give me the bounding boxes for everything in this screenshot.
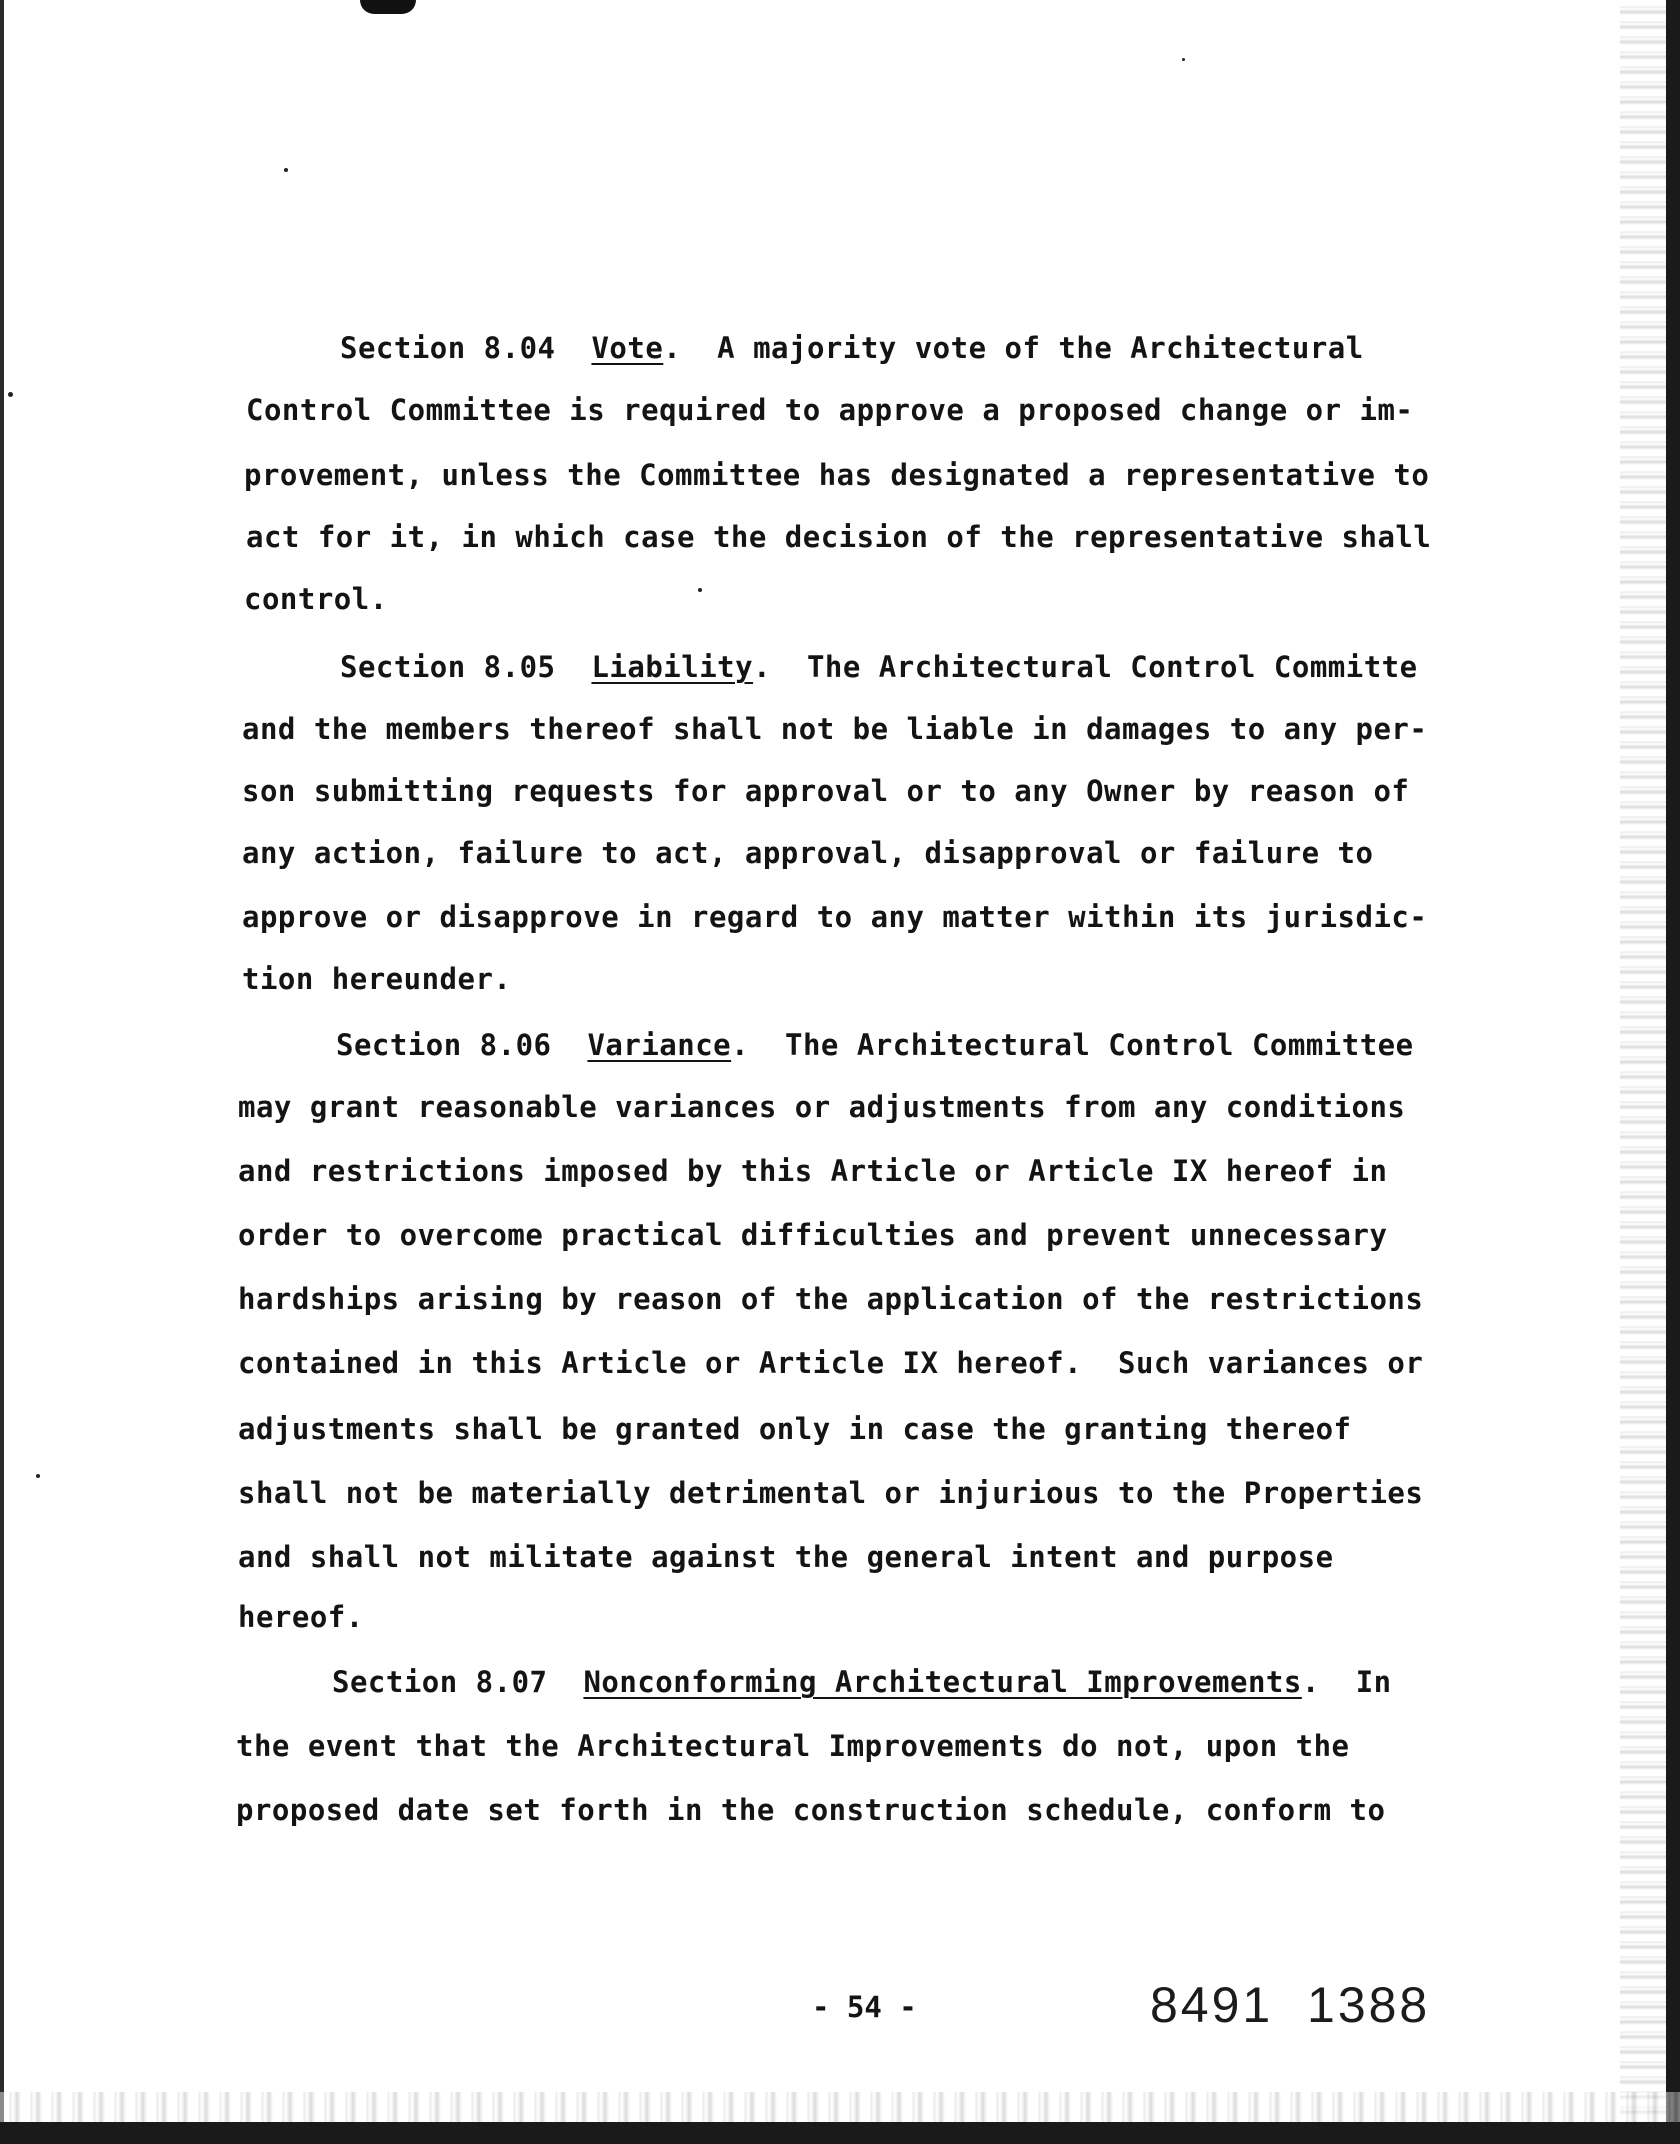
- section-8-07-first-line: Section 8.07 Nonconforming Architectural Improvements. In: [332, 1665, 1392, 1699]
- scan-speck: [8, 392, 13, 397]
- section-text-line: Control Committee is required to approve a proposed change or im-: [246, 393, 1414, 427]
- section-heading: Liability: [591, 650, 754, 684]
- section-text-line: and shall not militate against the general intent and purpose: [238, 1540, 1334, 1574]
- scan-blot: [360, 0, 416, 14]
- section-8-06-first-line: Section 8.06 Variance. The Architectural Control Committee: [336, 1028, 1414, 1062]
- scan-speck: [284, 168, 288, 172]
- scan-speck: [698, 588, 702, 592]
- section-text-line: the event that the Architectural Improvements do not, upon the: [236, 1729, 1350, 1763]
- section-8-05-first-line: Section 8.05 Liability. The Architectural Control Committe: [340, 650, 1418, 684]
- section-text: In: [1355, 1665, 1392, 1699]
- section-text: A majority vote of the Architectural: [717, 331, 1364, 365]
- scan-edge-left: [0, 0, 4, 2144]
- document-number: 8491 1388: [1150, 1977, 1431, 2033]
- section-text-line: approve or disapprove in regard to any matter within its jurisdic-: [242, 900, 1428, 934]
- section-number: Section 8.04: [340, 331, 556, 365]
- section-text-line: son submitting requests for approval or to any Owner by reason of: [242, 774, 1410, 808]
- section-text-line: contained in this Article or Article IX hereof. Such variances or: [238, 1346, 1424, 1380]
- section-8-04-first-line: Section 8.04 Vote. A majority vote of the Architectural: [340, 331, 1364, 365]
- section-text-line: shall not be materially detrimental or injurious to the Properties: [238, 1476, 1424, 1510]
- page-number: - 54 -: [812, 1990, 917, 2024]
- section-text-line: and restrictions imposed by this Article or Article IX hereof in: [238, 1154, 1388, 1188]
- section-text-line: proposed date set forth in the construction schedule, conform to: [236, 1793, 1386, 1827]
- scan-edge-bottom: [0, 2122, 1680, 2144]
- section-number: Section 8.07: [332, 1665, 548, 1699]
- scan-edge-right: [1666, 0, 1680, 2144]
- section-heading: Nonconforming Architectural Improvements: [583, 1665, 1302, 1699]
- section-text: The Architectural Control Committe: [806, 650, 1418, 684]
- section-text-line: act for it, in which case the decision of the representative shall: [246, 520, 1432, 554]
- section-text-line: hereof.: [238, 1600, 364, 1634]
- section-heading: Vote: [591, 331, 664, 365]
- section-number: Section 8.05: [340, 650, 556, 684]
- section-heading: Variance: [587, 1028, 732, 1062]
- section-text-line: may grant reasonable variances or adjustments from any conditions: [238, 1090, 1406, 1124]
- section-text-line: provement, unless the Committee has designated a representative to: [244, 458, 1430, 492]
- section-text: The Architectural Control Committee: [785, 1028, 1414, 1062]
- section-text-line: order to overcome practical difficulties and prevent unnecessary: [238, 1218, 1388, 1252]
- scan-speck: [36, 1474, 40, 1478]
- section-text-line: hardships arising by reason of the application of the restrictions: [238, 1282, 1424, 1316]
- scan-speck: [1182, 58, 1185, 61]
- section-number: Section 8.06: [336, 1028, 552, 1062]
- section-text-line: any action, failure to act, approval, disapproval or failure to: [242, 836, 1374, 870]
- section-text-line: adjustments shall be granted only in case the granting thereof: [238, 1412, 1352, 1446]
- section-text-line: tion hereunder.: [242, 962, 512, 996]
- section-text-line: control.: [244, 582, 388, 616]
- section-text-line: and the members thereof shall not be liable in damages to any per-: [242, 712, 1428, 746]
- scan-noise-bottom: [0, 2092, 1680, 2122]
